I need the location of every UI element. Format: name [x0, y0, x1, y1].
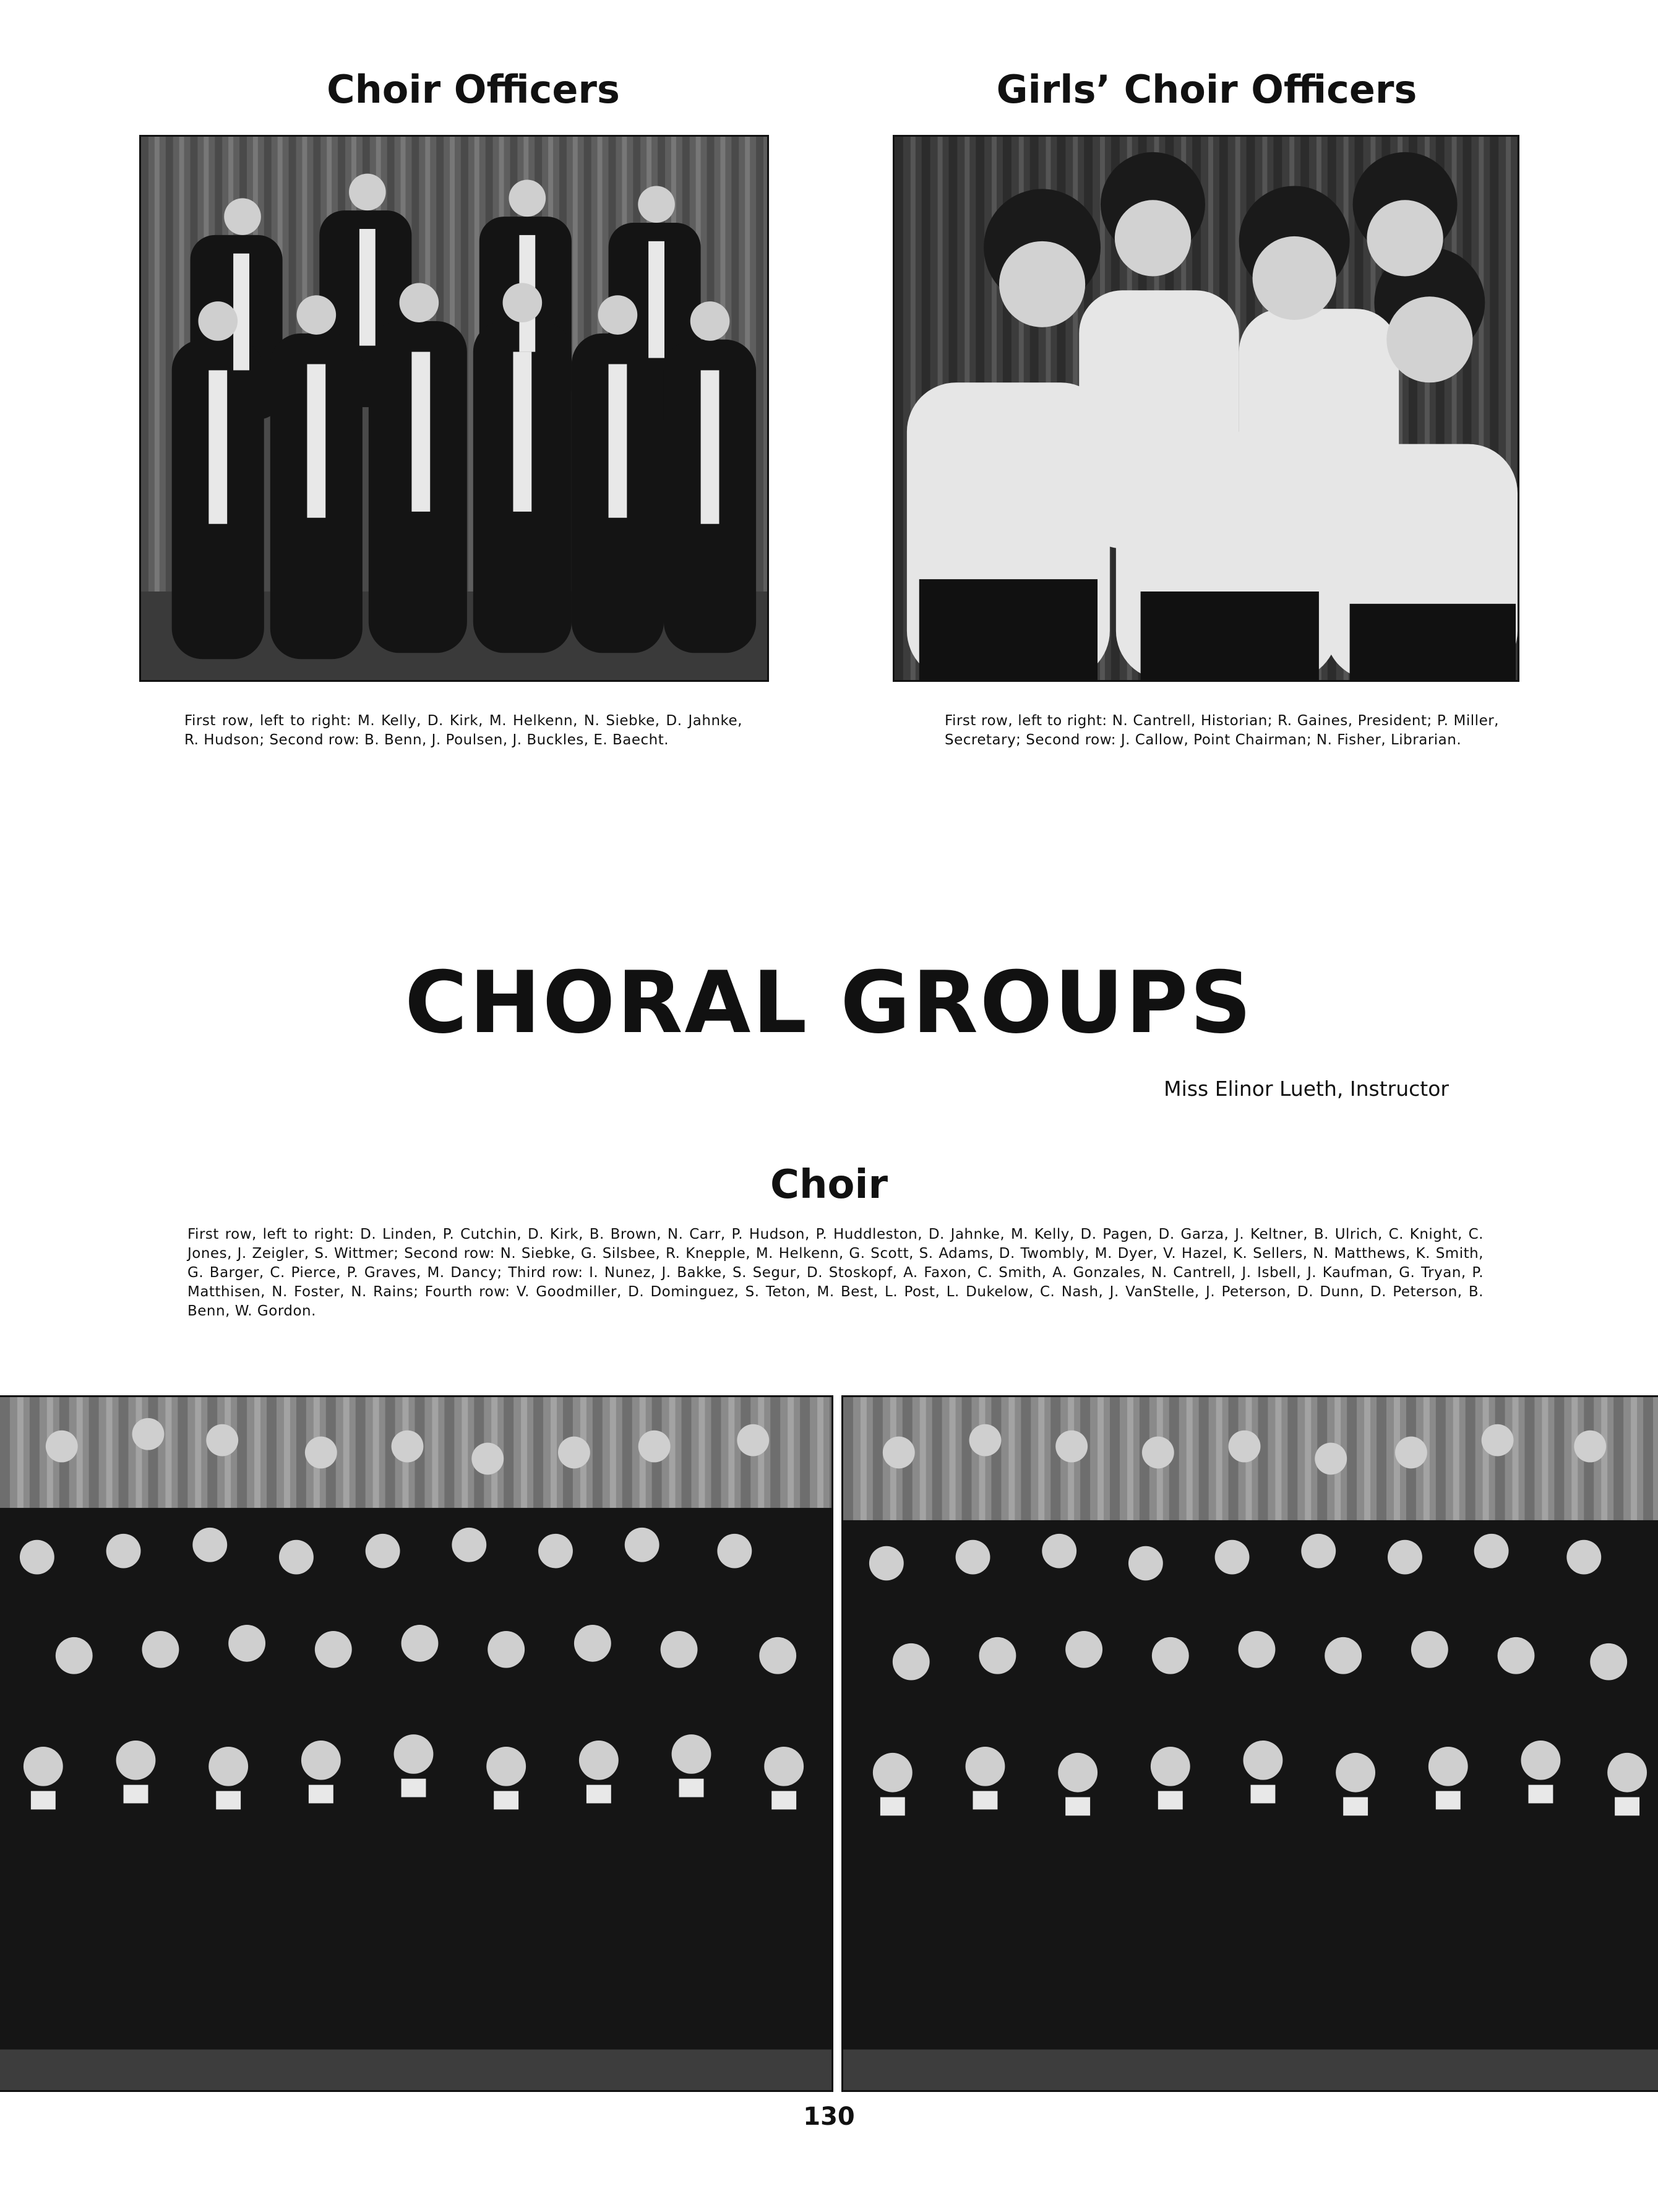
- choir-photo-right: [841, 1395, 1658, 2092]
- choir-caption: First row, left to right: D. Linden, P. Cutchin, D. Kirk, B. Brown, N. Carr, P. Hudson, P. Huddleston, D. Jahnke, M. Kelly, D. Pagen, D. Garza, J. Keltner, B. Ulrich, C. Knight, C. Jones, J. Zeigler, S. Wittmer; Second row: N. Siebke, G. Silsbee, R. Knepple, M. Helkenn, G. Scott, S. Adams, D. Twombly, M. Dyer, V. Hazel, K. Sellers, N. Matthews, K. Smith, G. Barger, C. Pierce, P. Graves, M. Dancy; Third row: I. Nunez, J. Bakke, S. Segur, D. Stoskopf, A. Faxon, C. Smith, A. Gonzales, N. Cantrell, J. Isbell, J. Kaufman, G. Tryan, P. Matthisen, N. Foster, N. Rains; Fourth row: V. Goodmiller, D. Dominguez, S. Teton, M. Best, L. Post, L. Dukelow, C. Nash, J. VanStelle, J. Peterson, D. Dunn, D. Peterson, B. Benn, W. Gordon.: [187, 1226, 1484, 1319]
- choir-officers-caption: First row, left to right: M. Kelly, D. Kirk, M. Helkenn, N. Siebke, D. Jahnke, R. Hudson; Second row: B. Benn, J. Poulsen, J. Buckles, E. Baecht.: [184, 713, 742, 748]
- page-number: 130: [803, 2102, 855, 2131]
- girls-choir-officers-caption: First row, left to right: N. Cantrell, Historian; R. Gaines, President; P. Miller, Secretary; Second row: J. Callow, Point Chairman; N. Fisher, Librarian.: [945, 713, 1499, 748]
- instructor-credit: Miss Elinor Lueth, Instructor: [1164, 1077, 1449, 1101]
- choir-officers-title: Choir Officers: [327, 67, 620, 112]
- girls-choir-officers-title: Girls’ Choir Officers: [996, 67, 1417, 112]
- girls-choir-officers-photo: [893, 135, 1519, 682]
- choral-groups-title: CHORAL GROUPS: [405, 953, 1253, 1052]
- choir-title: Choir: [770, 1162, 888, 1208]
- choir-officers-photo: [139, 135, 769, 682]
- choir-photo-left: [0, 1395, 833, 2092]
